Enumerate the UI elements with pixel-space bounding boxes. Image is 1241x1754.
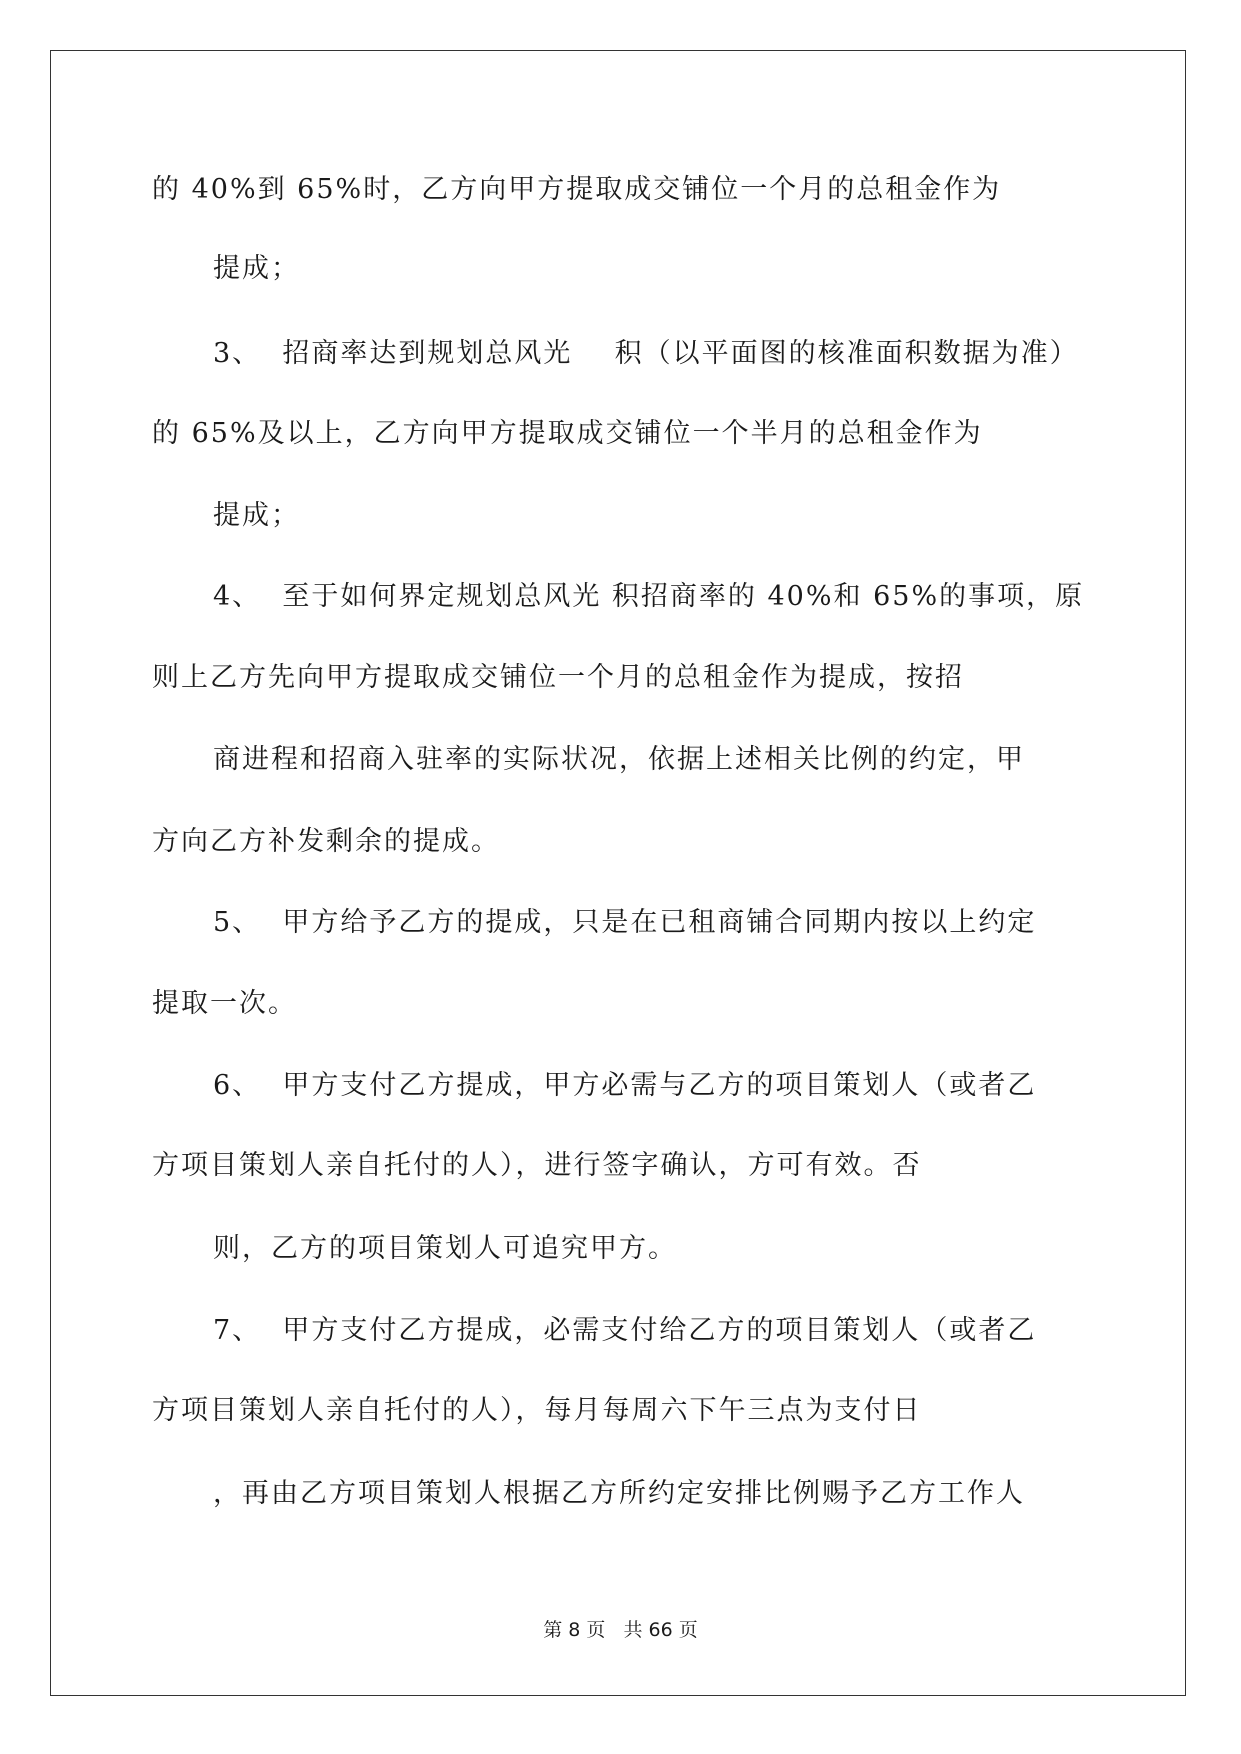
text-line: 则上乙方先向甲方提取成交铺位一个月的总租金作为提成，按招 — [152, 662, 964, 693]
text-line: 7、 甲方支付乙方提成，必需支付给乙方的项目策划人（或者乙 — [213, 1315, 1037, 1346]
text-line: 3、 招商率达到规划总风光 积（以平面图的核准面积数据为准） — [213, 338, 1079, 369]
text-line: 4、 至于如何界定规划总风光 积招商率的 40%和 65%的事项，原 — [213, 581, 1085, 612]
page-number: 第 8 页 共 66 页 — [543, 1619, 698, 1641]
text-line: 方项目策划人亲自托付的人），每月每周六下午三点为支付日 — [152, 1395, 922, 1426]
text-line: 提成； — [213, 500, 300, 531]
text-line: 商进程和招商入驻率的实际状况，依据上述相关比例的约定，甲 — [213, 744, 1025, 775]
page-border — [50, 50, 1186, 1696]
text-line: 5、 甲方给予乙方的提成，只是在已租商铺合同期内按以上约定 — [213, 907, 1037, 938]
text-line: 的 65%及以上，乙方向甲方提取成交铺位一个半月的总租金作为 — [152, 418, 983, 449]
text-line: 6、 甲方支付乙方提成，甲方必需与乙方的项目策划人（或者乙 — [213, 1070, 1037, 1101]
text-line: 则，乙方的项目策划人可追究甲方。 — [213, 1233, 677, 1264]
text-line: 的 40%到 65%时，乙方向甲方提取成交铺位一个月的总租金作为 — [152, 174, 1002, 205]
text-line: 方项目策划人亲自托付的人），进行签字确认，方可有效。否 — [152, 1150, 922, 1181]
text-line: ，再由乙方项目策划人根据乙方所约定安排比例赐予乙方工作人 — [213, 1478, 1025, 1509]
text-line: 方向乙方补发剩余的提成。 — [152, 826, 500, 857]
text-line: 提取一次。 — [152, 988, 297, 1019]
text-line: 提成； — [213, 253, 300, 284]
